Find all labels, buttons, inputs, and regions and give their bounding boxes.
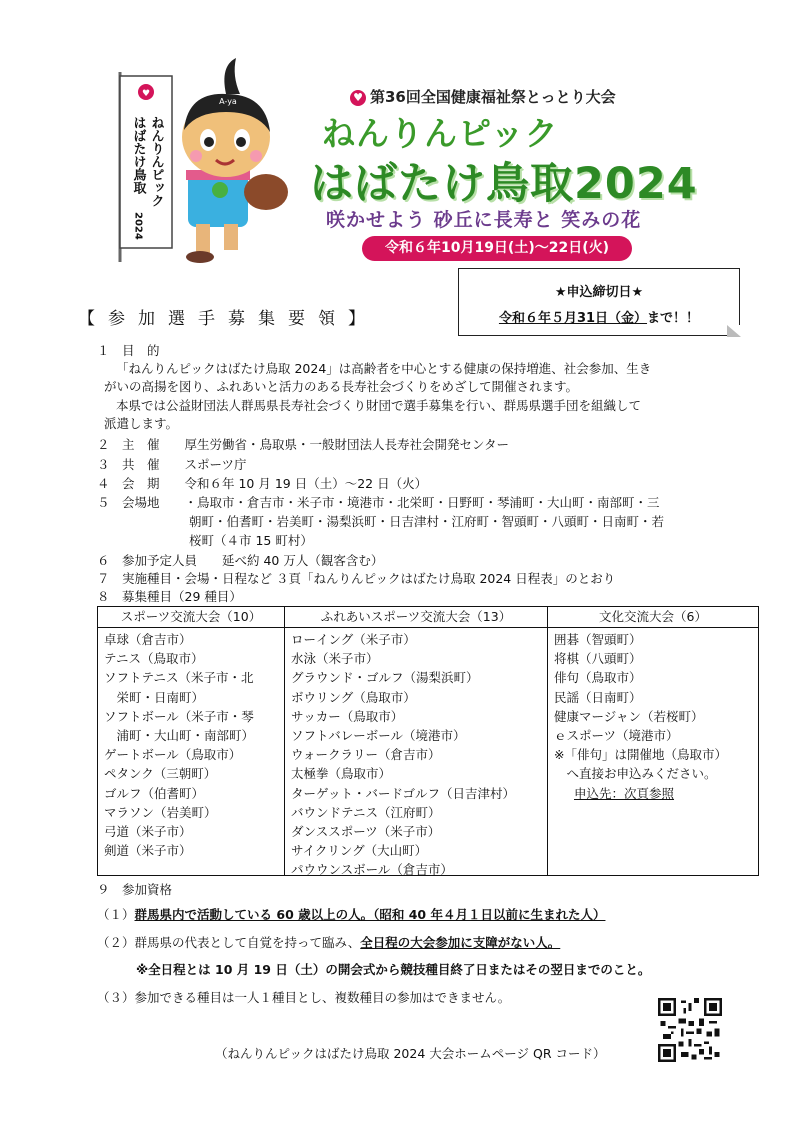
svg-text:はばたけ鳥取: はばたけ鳥取 xyxy=(130,116,146,194)
s1-paragraph1-line2: がいの高揚を図り、ふれあいと活力のある長寿社会づくりをめざして開催されます。 xyxy=(104,379,579,394)
page-fold-icon xyxy=(727,325,741,337)
s4-period: ４ 会 期 令和６年 10 月 19 日（土）～22 日（火） xyxy=(97,476,428,491)
list-item: ソフトボール（米子市・琴 xyxy=(104,708,254,724)
q2-note: ※全日程とは 10 月 19 日（土）の開会式から競技種目終了日またはその翌日までのこと。 xyxy=(136,962,651,977)
q1-text: 群馬県内で活動している 60 歳以上の人。（昭和 40 年４月１日以前に生まれた人） xyxy=(134,907,606,922)
sports-column xyxy=(98,607,285,875)
culture-column xyxy=(548,607,758,875)
s8-events-heading: ８ 募集種目（29 種目） xyxy=(97,589,242,604)
s5-venue-line2: 朝町・伯耆町・岩美町・湯梨浜町・日吉津村・江府町・智頭町・八頭町・日南町・若 xyxy=(189,514,665,529)
logo-line2: はばたけ鳥取2024 xyxy=(310,159,698,209)
list-item: 弓道（米子市） xyxy=(104,824,192,840)
logo-line1: ねんりんピック xyxy=(322,114,559,153)
s5-venue-line3: 桜町（４市 15 町村） xyxy=(189,533,313,548)
list-item: 囲碁（智頭町） xyxy=(554,632,642,647)
list-item: ペタンク（三朝町） xyxy=(104,766,217,782)
mascot-illustration xyxy=(108,52,308,267)
s1-paragraph1-line1: 「ねんりんピックはばたけ鳥取 2024」は高齢者を中心とする健康の保持増進、社会参加、生き xyxy=(116,361,652,376)
q2-prefix: （２）群馬県の代表として自覚を持って臨み、 xyxy=(97,935,361,950)
s9-eligibility-heading: ９ 参加資格 xyxy=(97,882,173,897)
list-item: ローイング（米子市） xyxy=(291,632,416,647)
s7-schedule: ７ 実施種目・会場・日程など ３頁「ねんりんピックはばたけ鳥取 2024 日程表」のとおり xyxy=(97,571,616,586)
event-date-pill: 令和６年10月19日(土)～22日(火) xyxy=(362,236,632,261)
q3-line: （３）参加できる種目は一人１種目とし、複数種目の参加はできません。 xyxy=(97,990,511,1005)
deadline-date-underlined: 令和６年５月31日（金） xyxy=(498,311,648,326)
deadline-date xyxy=(459,307,739,326)
list-item: 健康マージャン（若桜町） xyxy=(554,708,704,724)
svg-text:♥: ♥ xyxy=(141,89,151,99)
list-item: 剣道（米子市） xyxy=(104,843,192,859)
fureai-column xyxy=(285,607,548,878)
deadline-box xyxy=(458,268,740,336)
list-item: 水泳（米子市） xyxy=(291,651,379,667)
culture-note-line1: ※「俳句」は開催地（鳥取市） xyxy=(554,747,727,763)
list-item: 栄町・日南町） xyxy=(104,689,205,705)
svg-text:2024: 2024 xyxy=(132,212,144,240)
q1-prefix: （１） xyxy=(97,907,135,922)
list-item: ボウリング（鳥取市） xyxy=(291,689,416,705)
s1-heading: １ 目 的 xyxy=(97,343,160,358)
s2-organizer: ２ 主 催 厚生労働省・鳥取県・一般財団法人長寿社会開発センター xyxy=(97,437,510,452)
list-item: 民謡（日南町） xyxy=(554,689,642,705)
s1-paragraph2-line2: 派遣します。 xyxy=(104,416,179,431)
qr-caption: （ねんりんピックはばたけ鳥取 2024 大会ホームページ QR コード） xyxy=(215,1046,606,1061)
apply-destination-link[interactable]: 申込先：次頁参照 xyxy=(574,785,675,801)
list-item: パウウンスボール（倉吉市） xyxy=(291,862,453,878)
list-item: 太極拳（鳥取市） xyxy=(291,766,392,782)
culture-note-line2: へ直接お申込みください。 xyxy=(554,766,717,782)
list-item: 将棋（八頭町） xyxy=(554,651,642,667)
list-item: テニス（鳥取市） xyxy=(104,651,204,667)
event-subtitle xyxy=(350,86,616,107)
list-item: 浦町・大山町・南部町） xyxy=(104,728,255,744)
list-item: ターゲット・バードゴルフ（日吉津村） xyxy=(291,785,516,801)
list-item: 卓球（倉吉市） xyxy=(104,632,192,647)
svg-text:ねんりんピック: ねんりんピック xyxy=(148,116,164,207)
q2-line xyxy=(97,935,560,951)
s1-paragraph2-line1: 本県では公益財団法人群馬県長寿社会づくり財団で選手募集を行い、群馬県選手団を組織して xyxy=(116,398,642,413)
list-item: ゴルフ（伯耆町） xyxy=(104,785,205,801)
list-item: ソフトテニス（米子市・北 xyxy=(104,670,254,686)
q1-line xyxy=(97,907,605,923)
culture-header: 文化交流大会（6） xyxy=(548,607,758,628)
list-item: ダンススポーツ（米子市） xyxy=(291,824,441,840)
list-item: バウンドテニス（江府町） xyxy=(291,804,441,820)
s6-participants: ６ 参加予定人員 延べ約 40 万人（観客含む） xyxy=(97,553,384,568)
list-item: ｅスポーツ（境港市） xyxy=(554,728,679,744)
slogan: 咲かせよう 砂丘に長寿と 笑みの花 xyxy=(326,209,642,231)
events-table xyxy=(97,606,759,876)
fureai-header: ふれあいスポーツ交流大会（13） xyxy=(285,607,547,628)
list-item: ウォークラリー（倉吉市） xyxy=(291,747,441,763)
deadline-suffix: まで！！ xyxy=(647,311,700,326)
svg-text:A-ya: A-ya xyxy=(219,97,237,106)
list-item: ゲートボール（鳥取市） xyxy=(104,747,242,763)
sports-header: スポーツ交流大会（10） xyxy=(98,607,284,628)
list-item: サッカー（鳥取市） xyxy=(291,708,404,724)
list-item: ソフトバレーボール（境港市） xyxy=(291,728,466,744)
event-subtitle-text: 第36回全国健康福祉祭とっとり大会 xyxy=(370,88,616,106)
s3-co-organizer: ３ 共 催 スポーツ庁 xyxy=(97,457,247,472)
s5-venue-line1: ５ 会場地 ・鳥取市・倉吉市・米子市・境港市・北栄町・日野町・琴浦町・大山町・南部町・三 xyxy=(97,495,660,510)
recruit-title: 【参加選手募集要領】 xyxy=(78,309,378,329)
qr-code-icon[interactable] xyxy=(658,998,722,1062)
q2-underlined: 全日程の大会参加に支障がない人。 xyxy=(360,935,561,950)
deadline-title: ★申込締切日★ xyxy=(554,285,644,300)
list-item: サイクリング（大山町） xyxy=(291,843,428,859)
list-item: マラソン（岩美町） xyxy=(104,804,217,820)
list-item: グラウンド・ゴルフ（湯梨浜町） xyxy=(291,670,479,686)
list-item: 俳句（鳥取市） xyxy=(554,670,642,686)
logo-heart-icon: ♥ xyxy=(350,90,366,106)
